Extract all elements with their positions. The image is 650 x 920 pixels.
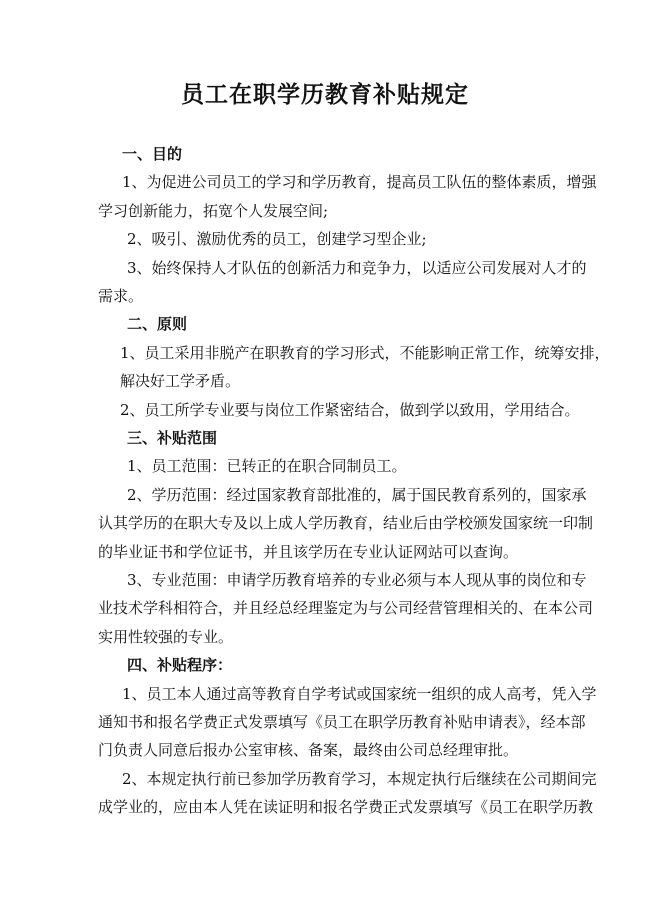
section-heading-purpose: 一、目的 [122, 145, 183, 163]
section-heading-principle: 二、原则 [127, 315, 188, 333]
text-line: 1、员工采用非脱产在职教育的学习形式，不能影响正常工作，统筹安排， [120, 344, 610, 362]
text-line: 1、员工范围：已转正的在职合同制员工。 [127, 457, 407, 475]
section-heading-scope: 三、补贴范围 [127, 429, 218, 447]
text-line: 3、专业范围：申请学历教育培养的专业必须与本人现从事的岗位和专 [127, 571, 587, 589]
text-line: 通知书和报名学费正式发票填写《员工在职学历教育补贴申请表》，经本部 [98, 713, 586, 731]
text-line: 2、学历范围：经过国家教育部批准的，属于国民教育系列的，国家承 [127, 486, 587, 504]
text-line: 需求。 [98, 287, 144, 305]
section-heading-procedure: 四、补贴程序： [127, 656, 233, 674]
text-line: 实用性较强的专业。 [98, 628, 234, 646]
text-line: 2、本规定执行前已参加学历教育学习，本规定执行后继续在公司期间完 [122, 770, 597, 788]
text-line: 门负责人同意后报办公室审核、备案，最终由公司总经理审批。 [98, 741, 519, 759]
text-line: 1、员工本人通过高等教育自学考试或国家统一组织的成人高考，凭入学 [122, 685, 597, 703]
text-line: 2、员工所学专业要与岗位工作紧密结合，做到学以致用，学用结合。 [120, 401, 580, 419]
text-line: 学习创新能力，拓宽个人发展空间; [98, 202, 329, 220]
text-line: 3、始终保持人才队伍的创新活力和竞争力，以适应公司发展对人才的 [127, 259, 587, 277]
text-line: 的毕业证书和学位证书，并且该学历在专业认证网站可以查询。 [98, 543, 519, 561]
text-line: 1、为促进公司员工的学习和学历教育，提高员工队伍的整体素质，增强 [122, 173, 597, 191]
text-line: 成学业的，应由本人凭在读证明和报名学费正式发票填写《员工在职学历教 [98, 798, 594, 816]
text-line: 2、吸引、激励优秀的员工，创建学习型企业; [127, 230, 427, 248]
text-line: 解决好工学矛盾。 [120, 372, 241, 390]
document-title: 员工在职学历教育补贴规定 [181, 82, 469, 108]
text-line: 认其学历的在职大专及以上成人学历教育，结业后由学校颁发国家统一印制 [98, 514, 594, 532]
text-line: 业技术学科相符合，并且经总经理鉴定为与公司经营管理相关的、在本公司 [98, 599, 594, 617]
